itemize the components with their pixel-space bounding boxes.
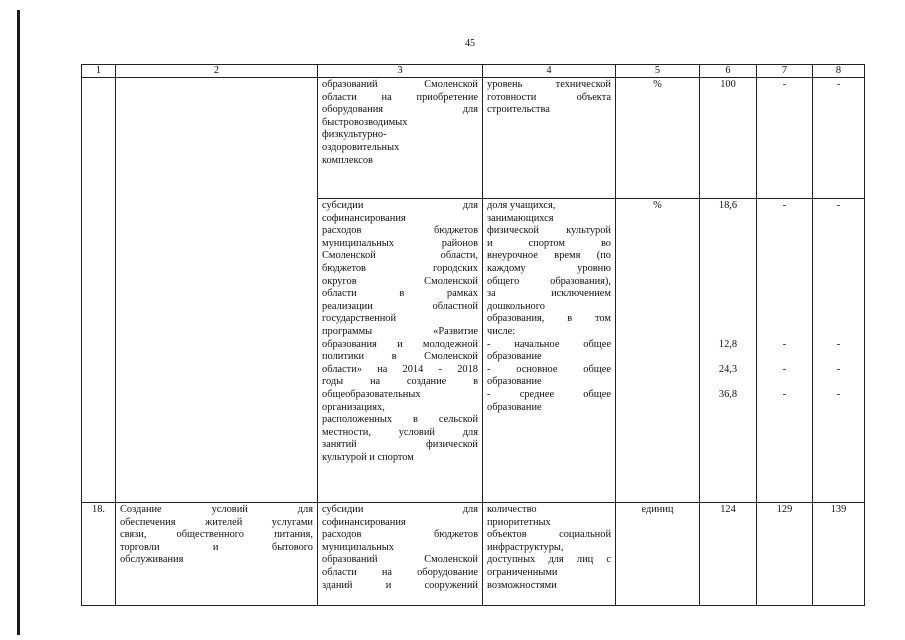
value-2015-cell: 129 <box>757 503 813 606</box>
row-number-cell <box>82 78 116 503</box>
value-2016-cell: - - - - <box>813 199 865 503</box>
measure-cell <box>116 78 318 503</box>
unit-cell: % <box>616 78 700 199</box>
funding-cell: субсидии для софинансирования расходов бюджетов муниципальных районов Смоленской области, бюджетов городских округов Смоленской области в рамках реализации областной государственной программы «Развитие образования и молодежной политики в Смоленской области» на 2014 - 2018 годы на создание в общеобразовательных организациях, расположенных в сельской местности, условий для занятий физической культурой и спортом <box>318 199 483 503</box>
column-header: 4 <box>483 65 616 78</box>
indicator-cell: доля учащихся, занимающихся физической культурой и спортом во внеурочное время (по каждому уровню общего образования), за исключением дошкольного образования, в том числе: - начальное общее образование - основное общее образование - среднее общее образование <box>483 199 616 503</box>
indicator-cell: уровень технической готовности объекта строительства <box>483 78 616 199</box>
page-number: 45 <box>465 38 475 49</box>
funding-cell: субсидии для софинансирования расходов бюджетов муниципальных образований Смоленской области на оборудование зданий и сооружений <box>318 503 483 606</box>
value-2016-cell: 139 <box>813 503 865 606</box>
row-number-cell: 18. <box>82 503 116 606</box>
table-row <box>82 78 865 199</box>
indicators-table <box>81 64 865 606</box>
column-header: 3 <box>318 65 483 78</box>
table-row <box>82 503 865 606</box>
value-2015-cell: - <box>757 78 813 199</box>
value-2015-cell: - - - - <box>757 199 813 503</box>
column-header: 2 <box>116 65 318 78</box>
indicator-cell: количество приоритетных объектов социальной инфраструктуры, доступных для лиц с ограниченными возможностями <box>483 503 616 606</box>
column-header: 7 <box>757 65 813 78</box>
unit-cell: % <box>616 199 700 503</box>
value-2014-cell: 124 <box>700 503 757 606</box>
column-header: 5 <box>616 65 700 78</box>
unit-cell: единиц <box>616 503 700 606</box>
value-2016-cell: - <box>813 78 865 199</box>
left-margin-bar <box>17 10 20 635</box>
value-2014-cell: 100 <box>700 78 757 199</box>
measure-cell: Создание условий для обеспечения жителей услугами связи, общественного питания, торговли и бытового обслуживания <box>116 503 318 606</box>
column-header: 8 <box>813 65 865 78</box>
column-number-row <box>82 65 865 78</box>
value-2014-cell: 18,6 12,8 24,3 36,8 <box>700 199 757 503</box>
funding-cell: образований Смоленской области на приобретение оборудования для быстровозводимых физкультурно- оздоровительных комплексов <box>318 78 483 199</box>
column-header: 6 <box>700 65 757 78</box>
column-header: 1 <box>82 65 116 78</box>
